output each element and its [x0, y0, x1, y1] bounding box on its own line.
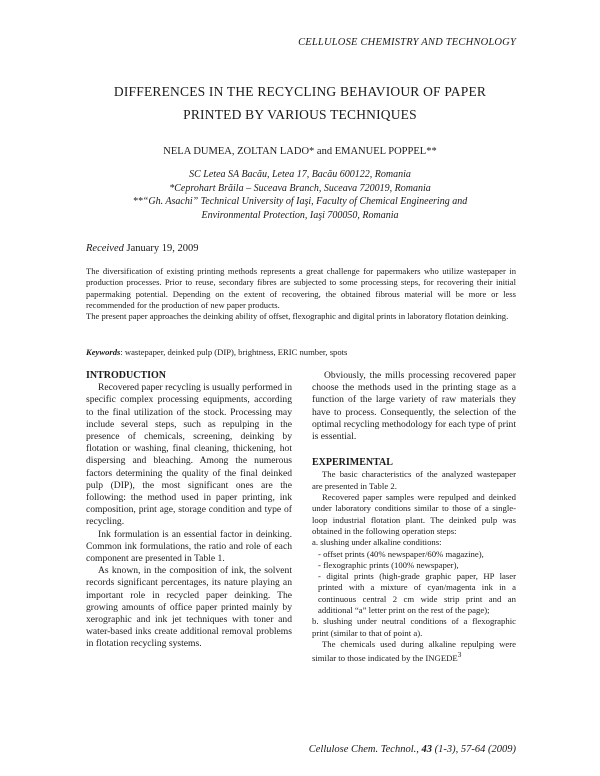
received-line [86, 243, 199, 254]
experimental-paragraph: The basic characteristics of the analyzed wastepaper are presented in Table 2. [312, 469, 516, 491]
authors: NELA DUMEA, ZOLTAN LADO* and EMANUEL POPPEL** [163, 146, 437, 157]
paper-title [0, 80, 600, 126]
keywords-text: : wastepaper, deinked pulp (DIP), brightness, ERIC number, spots [120, 347, 348, 357]
title-line-2: PRINTED BY VARIOUS TECHNIQUES [183, 107, 417, 122]
experimental-paragraph: Recovered paper samples were repulped and deinked under laboratory conditions similar to those of a single-loop industrial flotation plant. The deinked pulp was obtained in the following operation steps: [312, 492, 516, 536]
running-head: CELLULOSE CHEMISTRY AND TECHNOLOGY [298, 37, 516, 48]
abstract-paragraph: The present paper approaches the deinking ability of offset, flexographic and digital prints in laboratory flotation deinking. [86, 311, 509, 322]
footer-separator: , [416, 744, 422, 755]
experimental-heading: EXPERIMENTAL [312, 457, 393, 469]
intro-paragraph: Recovered paper recycling is usually performed in specific complex processing equipments, according to the final utilization of the stock. Processing may include several steps, such as repulping in the presence of chemicals, screening, deinking by flotation or washing, final cleaning, thickening, hot dispersing and bleaching. Among the numerous factors determining the quality of the final deinked pulp (DIP), the most significant ones are the following: the method used in paper printing, ink composition, print age, storage condition and type of recycling. [86, 382, 292, 528]
title-line-1: DIFFERENCES IN THE RECYCLING BEHAVIOUR OF PAPER [113, 84, 487, 99]
footer-citation [309, 744, 516, 755]
abstract-paragraph: The diversification of existing printing methods represents a great challenge for papermakers who utilize wastepaper in production processes. Prior to reuse, secondary fibres are subjected to some processing steps, for recovering their initial papermaking potential. Depending on the extent of recovering, the obtained fibrous material will be more or less recommended for the production of new paper products. [86, 266, 516, 310]
left-column [86, 370, 292, 651]
step-item: - digital prints (high-grade graphic paper, HP laser printed with a mixture of cyan/magenta ink in a continuous central 2 cm wide strip print and an additional “a” letter print on the rest of the page); [318, 571, 516, 615]
right-column [312, 370, 516, 664]
received-label: Received [86, 243, 124, 254]
affiliation-2: *Ceprohart Brăila – Suceava Branch, Suceava 720019, Romania [169, 182, 431, 194]
footer-journal: Cellulose Chem. Technol. [308, 744, 417, 755]
introduction-heading: INTRODUCTION [86, 370, 167, 381]
affiliation-3: **“Gh. Asachi” Technical University of Iaşi, Faculty of Chemical Engineering and [132, 196, 468, 207]
step-b: b. slushing under neutral conditions of a flexographic print (similar to that of point a). [312, 616, 516, 638]
keywords-label: Keywords [86, 347, 121, 357]
footer-volume: 43 [421, 744, 433, 755]
step-a: a. slushing under alkaline conditions: [312, 537, 442, 548]
footer-issue-pages: (1-3), 57-64 (2009) [432, 744, 516, 755]
intro-paragraph-continued: Obviously, the mills processing recovered paper choose the methods used in the printing stage as a function of the large variety of raw materials they have to process. Consequently, the selection of the optimal recycling methodology for each type of print is essential. [312, 370, 516, 443]
experimental-text: The chemicals used during alkaline repulping were similar to those indicated by the INGEDE [312, 638, 516, 664]
intro-paragraph: As known, in the composition of ink, the solvent records significant percentages, its nature playing an important role in recycled paper deinking. The growing amounts of office paper printed mainly by xerographic and ink jet techniques with toner and water-based inks create additional removal problems in flotation recycling systems. [86, 565, 292, 650]
affiliation-4: Environmental Protection, Iaşi 700050, Romania [201, 209, 399, 221]
experimental-paragraph [312, 639, 516, 664]
step-item: - offset prints (40% newspaper/60% magazine), [318, 548, 484, 559]
keywords [86, 347, 516, 357]
received-date: January 19, 2009 [126, 243, 199, 254]
reference-superscript: 3 [457, 651, 462, 660]
affiliation-1: SC Letea SA Bacău, Letea 17, Bacău 600122, Romania [189, 169, 411, 180]
abstract [86, 266, 516, 322]
intro-paragraph: Ink formulation is an essential factor in deinking. Common ink formulations, the ratio and role of each component are presented in Table 1. [86, 528, 292, 565]
experimental-body [312, 469, 516, 664]
affiliations [0, 168, 600, 222]
step-item: - flexographic prints (100% newspaper), [318, 559, 459, 570]
